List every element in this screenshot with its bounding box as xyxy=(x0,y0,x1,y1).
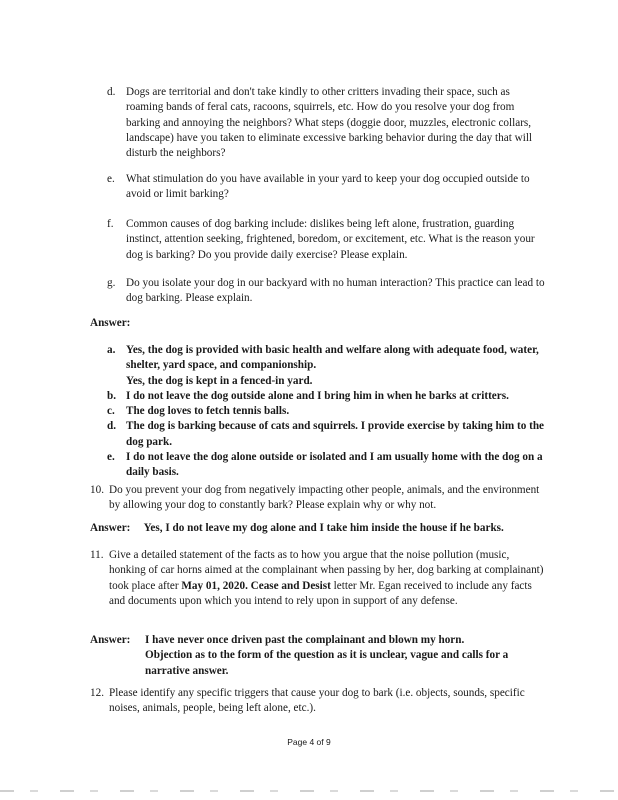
question-10 xyxy=(90,483,547,514)
scan-artifact-line xyxy=(0,790,618,792)
answers-list xyxy=(107,343,547,481)
question-f-letter: f. xyxy=(107,218,114,230)
question-g-text: Do you isolate your dog in our backyard with no human interaction? This practice can lead to dog barking. Please explain. xyxy=(126,277,545,305)
answer-11-line-1: I have never once driven past the complainant and blown my horn. xyxy=(145,634,465,646)
question-12 xyxy=(90,686,547,717)
question-11-text xyxy=(109,548,547,609)
answer-heading: Answer: xyxy=(90,317,131,329)
answer-a-line-1: Yes, the dog is provided with basic health and welfare along with adequate food, water, shelter, yard space, and companionship. xyxy=(126,344,539,372)
question-10-number: 10. xyxy=(90,484,104,496)
question-11-text-after: letter Mr. Egan received to include any facts and documents upon which you intend to rely upon in support of any defense. xyxy=(109,579,532,607)
question-e-text: What stimulation do you have available in your yard to keep your dog occupied outside to avoid or limit barking? xyxy=(126,173,530,201)
question-d-letter: d. xyxy=(107,86,116,98)
answer-item xyxy=(107,389,547,404)
answer-e-text: I do not leave the dog alone outside or isolated and I am usually home with the dog on a daily basis. xyxy=(126,451,543,479)
question-f-text: Common causes of dog barking include: dislikes being left alone, frustration, guarding instinct, attention seeking, frightened, boredom, or excitement, etc. What is the reason your dog is barking? Do you provide daily exercise? Please explain. xyxy=(126,218,535,261)
answer-10 xyxy=(90,521,550,536)
question-11-bold-date: May 01, 2020. Cease and Desist xyxy=(181,579,331,592)
question-11-number: 11. xyxy=(90,549,104,561)
question-g xyxy=(107,276,547,307)
answer-c-letter: c. xyxy=(107,405,115,418)
answer-e-letter: e. xyxy=(107,451,115,464)
question-e xyxy=(107,172,547,203)
answer-c-text: The dog loves to fetch tennis balls. xyxy=(126,405,290,418)
answer-a-letter: a. xyxy=(107,344,116,356)
answer-11-line-2: Objection as to the form of the question as it is unclear, vague and calls for a narrative answer. xyxy=(145,649,509,677)
answer-11 xyxy=(90,633,550,679)
question-12-number: 12. xyxy=(90,687,104,699)
answer-item xyxy=(107,343,547,389)
question-e-letter: e. xyxy=(107,173,115,185)
answer-10-label: Answer: xyxy=(90,522,131,534)
answer-10-text: Yes, I do not leave my dog alone and I take him inside the house if he barks. xyxy=(143,522,504,534)
answer-a-line-2: Yes, the dog is kept in a fenced-in yard. xyxy=(126,374,313,387)
question-11 xyxy=(90,548,547,609)
question-11-text-before: Give a detailed statement of the facts as to how you argue that the noise pollution (music, honking of car horns aimed at the complainant when passing by her, dog barking at complainant) took place after xyxy=(109,549,544,592)
question-12-text: Please identify any specific triggers that cause your dog to bark (i.e. objects, sounds, specific noises, animals, people, being left alone, etc.). xyxy=(109,687,525,715)
answer-item xyxy=(107,419,547,450)
answer-item xyxy=(107,450,547,481)
answer-d-text: The dog is barking because of cats and squirrels. I provide exercise by taking him to the dog park. xyxy=(126,420,545,448)
answer-d-letter: d. xyxy=(107,420,117,433)
answer-b-text: I do not leave the dog outside alone and I bring him in when he barks at critters. xyxy=(126,389,509,402)
question-d xyxy=(107,85,547,161)
question-10-text: Do you prevent your dog from negatively impacting other people, animals, and the environment by allowing your dog to constantly bark? Please explain why or why not. xyxy=(109,484,540,512)
page-number-footer: Page 4 of 9 xyxy=(287,737,331,747)
question-g-letter: g. xyxy=(107,277,116,289)
question-d-text: Dogs are territorial and don't take kindly to other critters invading their space, such as roaming bands of feral cats, racoons, squirrels, etc. How do you resolve your dog from barking and annoying the neighbors? What steps (doggie door, muzzles, electronic collars, landscape) have you taken to eliminate excessive barking behavior during the day that will disturb the neighbors? xyxy=(126,86,533,160)
answer-item xyxy=(107,404,547,419)
answer-11-label: Answer: xyxy=(90,634,131,646)
question-f xyxy=(107,217,547,263)
answer-b-letter: b. xyxy=(107,389,117,402)
